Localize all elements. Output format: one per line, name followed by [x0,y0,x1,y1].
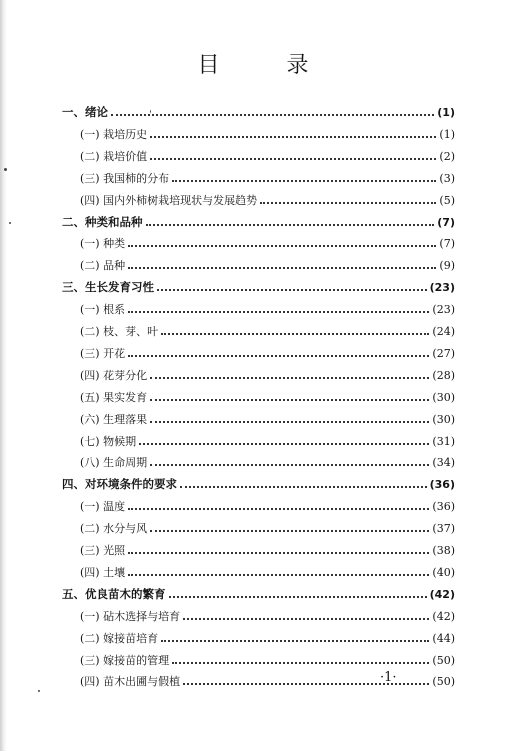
toc-section-entry [80,431,455,451]
toc-section-entry [80,299,455,319]
toc-entry-page: (34) [432,455,455,469]
toc-entry-page: (9) [439,258,455,272]
toc-section-entry [80,606,455,626]
toc-entry-page: (42) [432,609,455,623]
page-edge-shadow [0,0,7,751]
toc-entry-page: (38) [432,543,455,557]
dot-leader [128,344,429,357]
toc-section-entry [80,255,455,275]
toc-section-entry [80,452,455,472]
toc-section-entry [80,650,455,670]
dot-leader [260,191,436,204]
toc-section-entry [80,233,455,253]
toc-section-entry [80,409,455,429]
toc-entry-title: (三) 光照 [80,544,126,557]
toc-entry-page: (30) [432,412,455,426]
toc-entry-page: (27) [432,346,455,360]
toc-entry-page: (30) [432,390,455,404]
toc-section-entry [80,628,455,648]
page-number: ·1· [380,670,397,685]
dot-leader [150,519,429,532]
toc-section-entry [80,190,455,210]
toc-entry-page: (24) [432,324,455,338]
dot-leader [128,256,436,269]
dot-leader [172,651,429,664]
dot-leader [128,541,429,554]
toc-entry-title: (二) 枝、芽、叶 [80,325,159,338]
toc-entry-title: (二) 栽培价值 [80,150,148,163]
toc-entry-title: (三) 我国柿的分布 [80,172,170,185]
toc-entry-title: 二、种类和品种 [62,215,143,229]
toc-entry-title: (四) 国内外柿树栽培现状与发展趋势 [80,194,258,207]
toc-entry-page: (5) [439,193,455,207]
dot-leader [180,475,427,488]
dot-leader [161,322,429,335]
page-title: 目 录 [197,53,339,78]
toc-entry-page: (3) [439,171,455,185]
toc-entry-page: (36) [432,499,455,513]
toc-entry-title: (二) 嫁接苗培育 [80,632,159,645]
toc-entry-title: 五、优良苗木的繁育 [62,587,166,601]
toc-entry-title: (七) 物候期 [80,435,137,448]
toc-entry-page: (23) [429,280,455,294]
toc-chapter-entry [62,102,455,122]
toc-chapter-entry [62,212,455,232]
toc-section-entry [80,671,455,691]
toc-entry-title: (六) 生理落果 [80,413,148,426]
toc-section-entry [80,343,455,363]
toc-entry-page: (1) [439,127,455,141]
dot-leader [128,563,429,576]
dot-leader [150,453,429,466]
dot-leader [146,213,435,226]
toc-entry-title: (四) 土壤 [80,566,126,579]
toc-entry-title: (一) 种类 [80,237,126,250]
dot-leader [183,607,429,620]
toc-chapter-entry [62,277,455,297]
dot-leader [150,147,436,160]
scan-speck [150,110,151,113]
toc-entry-title: (二) 品种 [80,259,126,272]
toc-section-entry [80,168,455,188]
toc-entry-title: 三、生长发育习性 [62,280,154,294]
toc-entry-title: (四) 花芽分化 [80,369,148,382]
scan-speck [4,168,7,171]
toc-entry-page: (23) [432,302,455,316]
scan-speck [9,222,11,224]
dot-leader [150,410,429,423]
toc-entry-title: (五) 果实发育 [80,391,148,404]
scan-speck [38,690,40,692]
toc-entry-page: (40) [432,565,455,579]
toc-entry-page: (50) [432,674,455,688]
toc-entry-page: (7) [437,215,455,229]
toc-entry-page: (37) [432,521,455,535]
dot-leader [169,585,427,598]
dot-leader [161,629,429,642]
toc-entry-title: (一) 栽培历史 [80,128,148,141]
toc-section-entry [80,518,455,538]
toc-entry-page: (50) [432,653,455,667]
toc-section-entry [80,321,455,341]
toc-entry-title: (八) 生命周期 [80,456,148,469]
toc-section-entry [80,365,455,385]
toc-entry-page: (1) [437,105,455,119]
toc-entry-title: (二) 水分与风 [80,522,148,535]
dot-leader [128,497,429,510]
toc-entry-page: (42) [429,587,455,601]
dot-leader [128,234,436,247]
toc-section-entry [80,540,455,560]
toc-entry-title: (三) 嫁接苗的管理 [80,654,170,667]
toc-section-entry [80,146,455,166]
toc-entry-title: (一) 砧木选择与培育 [80,610,181,623]
toc-entry-page: (28) [432,368,455,382]
toc-entry-page: (31) [432,434,455,448]
toc-section-entry [80,562,455,582]
dot-leader [150,366,429,379]
dot-leader [139,432,429,445]
toc-entry-page: (44) [432,631,455,645]
dot-leader [150,388,429,401]
toc-entry-title: (三) 开花 [80,347,126,360]
toc-entry-title: (四) 苗木出圃与假植 [80,675,181,688]
dot-leader [150,125,436,138]
dot-leader [111,103,434,116]
toc-entry-title: 一、绪论 [62,105,108,119]
dot-leader [128,300,429,313]
toc-section-entry [80,124,455,144]
dot-leader [157,278,427,291]
toc-entry-title: 四、对环境条件的要求 [62,477,177,491]
dot-leader [172,169,436,182]
toc-section-entry [80,496,455,516]
toc-entry-page: (2) [439,149,455,163]
toc-entry-page: (7) [439,236,455,250]
toc-chapter-entry [62,474,455,494]
toc-chapter-entry [62,584,455,604]
toc-entry-page: (36) [429,477,455,491]
toc-entry-title: (一) 根系 [80,303,126,316]
toc-entry-title: (一) 温度 [80,500,126,513]
toc-section-entry [80,387,455,407]
